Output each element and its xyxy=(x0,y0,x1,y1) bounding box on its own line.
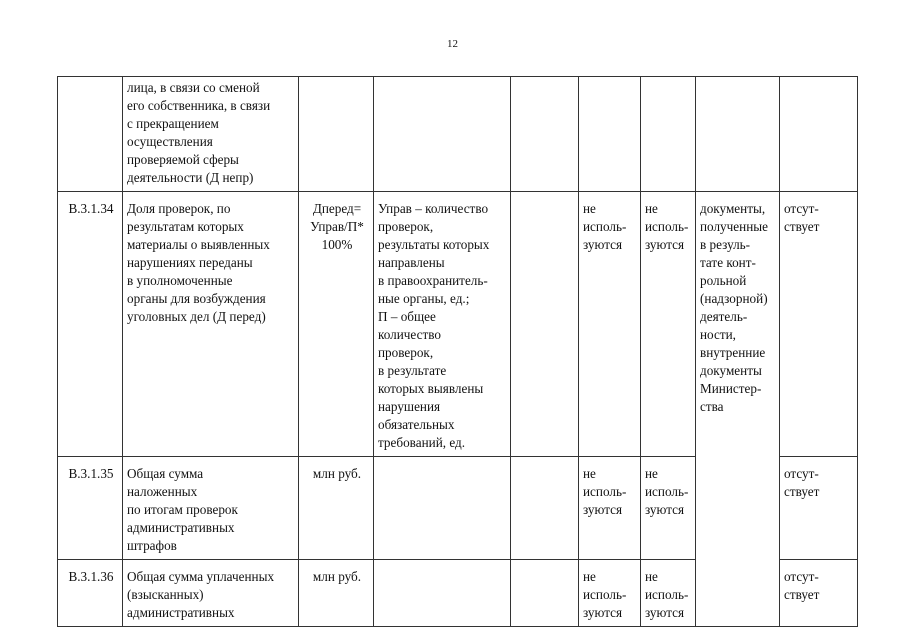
method-cell xyxy=(641,192,696,457)
text-line: результатам которых xyxy=(127,219,244,234)
text-line: не xyxy=(583,466,596,481)
source-cell xyxy=(696,192,780,457)
text-line: не xyxy=(583,569,596,584)
text-line: его собственника, в связи xyxy=(127,98,271,113)
text-line: нарушения xyxy=(378,399,441,414)
indicator-code-cell: В.3.1.34 xyxy=(58,192,123,457)
source-cell xyxy=(696,77,780,192)
text-line: нарушениях переданы xyxy=(127,255,253,270)
text-line: по итогам проверок xyxy=(127,502,238,517)
text-line: в результате xyxy=(378,363,447,378)
formula-cell xyxy=(374,457,511,560)
text-line: в уполномоченные xyxy=(127,273,233,288)
method-cell xyxy=(641,457,696,560)
source-cell xyxy=(696,457,780,560)
empty-cell xyxy=(511,77,579,192)
text-line: обязательных xyxy=(378,417,455,432)
status-cell xyxy=(780,457,858,560)
text-line: исполь- xyxy=(645,587,689,602)
text-line: млн руб. xyxy=(312,569,362,584)
unit-cell xyxy=(299,192,374,457)
text-line: которых выявлены xyxy=(378,381,484,396)
text-line: штрафов xyxy=(127,538,177,553)
text-line: зуются xyxy=(583,237,623,252)
text-line: рольной xyxy=(700,273,747,288)
text-line: осуществления xyxy=(127,134,213,149)
indicator-table xyxy=(57,76,858,627)
table-row xyxy=(58,192,858,457)
text-line: ствует xyxy=(784,219,820,234)
empty-cell xyxy=(511,560,579,627)
text-line: проверок, xyxy=(378,219,434,234)
text-line: в резуль- xyxy=(700,237,751,252)
text-line: документы, xyxy=(700,201,766,216)
text-line: ные органы, ед.; xyxy=(378,291,470,306)
text-line: отсут- xyxy=(784,466,819,481)
text-line: результаты которых xyxy=(378,237,490,252)
unit-cell xyxy=(299,77,374,192)
text-line: направлены xyxy=(378,255,445,270)
text-line: ствует xyxy=(784,587,820,602)
text-line: исполь- xyxy=(583,587,627,602)
text-line: полученные xyxy=(700,219,768,234)
text-line: исполь- xyxy=(645,219,689,234)
text-line: с прекращением xyxy=(127,116,219,131)
text-line: зуются xyxy=(583,502,623,517)
text-line: отсут- xyxy=(784,569,819,584)
indicator-name-cell xyxy=(123,457,299,560)
text-line: не xyxy=(645,201,658,216)
source-cell xyxy=(696,560,780,627)
text-line: ствует xyxy=(784,484,820,499)
text-line: зуются xyxy=(583,605,623,620)
status-cell xyxy=(780,192,858,457)
text-line: административных xyxy=(127,520,235,535)
method-cell xyxy=(579,192,641,457)
text-line: Дперед= xyxy=(312,201,362,216)
text-line: Доля проверок, по xyxy=(127,201,231,216)
table-row xyxy=(58,457,858,560)
indicator-name-cell xyxy=(123,560,299,627)
text-line: документы xyxy=(700,363,762,378)
text-line: Общая сумма xyxy=(127,466,204,481)
table-row xyxy=(58,77,858,192)
text-line: Управ/П* xyxy=(310,219,364,234)
status-cell xyxy=(780,77,858,192)
text-line: проверяемой сферы xyxy=(127,152,239,167)
text-line: зуются xyxy=(645,237,685,252)
text-line: не xyxy=(645,569,658,584)
text-line: ства xyxy=(700,399,724,414)
text-line: деятельности (Д непр) xyxy=(127,170,254,185)
text-line: проверок, xyxy=(378,345,434,360)
text-line: в правоохранитель- xyxy=(378,273,488,288)
indicator-code-cell: В.3.1.35 xyxy=(58,457,123,560)
text-line: материалы о выявленных xyxy=(127,237,270,252)
text-line: отсут- xyxy=(784,201,819,216)
text-line: (взысканных) xyxy=(127,587,204,602)
text-line: П – общее xyxy=(378,309,436,324)
method-cell xyxy=(579,560,641,627)
text-line: деятель- xyxy=(700,309,748,324)
text-line: лица, в связи со сменой xyxy=(127,80,260,95)
text-line: зуются xyxy=(645,502,685,517)
text-line: исполь- xyxy=(583,219,627,234)
text-line: (надзорной) xyxy=(700,291,768,306)
text-line: требований, ед. xyxy=(378,435,466,450)
unit-cell xyxy=(299,560,374,627)
text-line: тате конт- xyxy=(700,255,756,270)
indicator-code-cell xyxy=(58,77,123,192)
method-cell xyxy=(641,77,696,192)
text-line: 100% xyxy=(321,237,353,252)
indicator-name-cell xyxy=(123,77,299,192)
text-line: Министер- xyxy=(700,381,762,396)
indicator-code-cell: В.3.1.36 xyxy=(58,560,123,627)
text-line: органы для возбуждения xyxy=(127,291,266,306)
text-line: внутренние xyxy=(700,345,766,360)
empty-cell xyxy=(511,457,579,560)
text-line: не xyxy=(645,466,658,481)
status-cell xyxy=(780,560,858,627)
text-line: зуются xyxy=(645,605,685,620)
text-line: не xyxy=(583,201,596,216)
text-line: ности, xyxy=(700,327,736,342)
text-line: уголовных дел (Д перед) xyxy=(127,309,266,324)
method-cell xyxy=(579,457,641,560)
text-line: исполь- xyxy=(645,484,689,499)
formula-cell xyxy=(374,77,511,192)
method-cell xyxy=(579,77,641,192)
table-row xyxy=(58,560,858,627)
unit-cell xyxy=(299,457,374,560)
method-cell xyxy=(641,560,696,627)
page-number: 12 xyxy=(447,38,458,50)
text-line: млн руб. xyxy=(312,466,362,481)
text-line: административных xyxy=(127,605,235,620)
text-line: Общая сумма уплаченных xyxy=(127,569,275,584)
text-line: количество xyxy=(378,327,441,342)
empty-cell xyxy=(511,192,579,457)
text-line: наложенных xyxy=(127,484,198,499)
text-line: исполь- xyxy=(583,484,627,499)
formula-cell xyxy=(374,560,511,627)
formula-cell xyxy=(374,192,511,457)
text-line: Управ – количество xyxy=(378,201,489,216)
indicator-name-cell xyxy=(123,192,299,457)
